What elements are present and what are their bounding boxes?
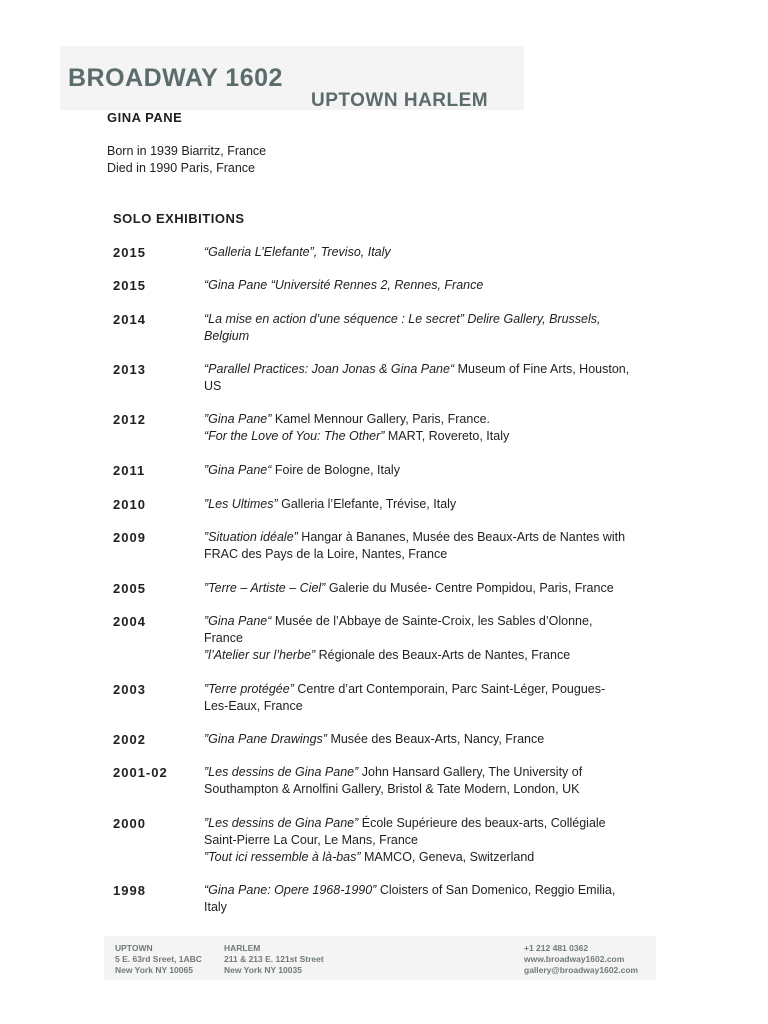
artist-born: Born in 1939 Biarritz, France <box>107 144 267 158</box>
exhibition-line <box>204 462 664 479</box>
exhibition-line <box>204 613 664 630</box>
exhibition-title: ”Terre – Artiste – Ciel” <box>204 581 326 595</box>
exhibition-venue: Kamel Mennour Gallery, Paris, France. <box>271 412 491 426</box>
exhibition-title: ”Tout ici ressemble à là-bas” <box>204 850 361 864</box>
exhibition-venue: Musée des Beaux-Arts, Nancy, France <box>326 732 545 746</box>
exhibition-line <box>204 647 664 664</box>
exhibition-title: ”Gina Pane“ <box>204 463 272 477</box>
exhibition-venue: Musée de l’Abbaye de Sainte-Croix, les Sables d’Olonne, <box>271 614 593 628</box>
exhibition-description <box>204 815 664 866</box>
exhibition-year: 2003 <box>113 682 146 697</box>
exhibition-title: “For the Love of You: The Other” <box>204 429 385 443</box>
exhibition-title: “La mise en action d’une séquence : Le secret” Delire Gallery, Brussels, <box>204 312 601 326</box>
exhibition-line <box>204 849 664 866</box>
exhibition-venue: Galerie du Musée- Centre Pompidou, Paris, France <box>325 581 614 595</box>
exhibition-line <box>204 681 664 698</box>
exhibition-description <box>204 244 664 261</box>
exhibition-title: ”Gina Pane“ <box>204 614 272 628</box>
exhibition-title: Belgium <box>204 329 250 343</box>
exhibition-venue: Galleria l’Elefante, Trévise, Italy <box>277 497 457 511</box>
exhibition-description <box>204 580 664 597</box>
exhibition-title: ”Les Ultimes” <box>204 497 278 511</box>
footer-email-link[interactable]: gallery@broadway1602.com <box>524 965 639 975</box>
exhibition-year: 2014 <box>113 312 146 327</box>
exhibition-venue: Régionale des Beaux-Arts de Nantes, France <box>315 648 571 662</box>
exhibition-description <box>204 764 664 798</box>
exhibition-year: 2015 <box>113 245 146 260</box>
exhibition-year: 2011 <box>113 463 146 478</box>
exhibition-description <box>204 311 664 345</box>
footer-harlem-line: New York NY 10035 <box>224 965 302 975</box>
footer-uptown-line: New York NY 10065 <box>115 965 193 975</box>
exhibition-line <box>204 529 664 546</box>
section-title: SOLO EXHIBITIONS <box>113 211 245 226</box>
exhibition-line <box>204 277 664 294</box>
exhibition-year: 2004 <box>113 614 146 629</box>
gallery-name: BROADWAY 1602 <box>68 64 283 92</box>
exhibition-line <box>204 580 664 597</box>
exhibition-venue: Centre d’art Contemporain, Parc Saint-Léger, Pougues- <box>293 682 606 696</box>
exhibition-year: 2010 <box>113 497 146 512</box>
exhibition-line <box>204 781 664 798</box>
exhibition-venue: École Supérieure des beaux-arts, Collégiale <box>358 816 606 830</box>
gallery-location: UPTOWN HARLEM <box>311 90 489 111</box>
exhibition-year: 2005 <box>113 581 146 596</box>
exhibition-description <box>204 411 664 445</box>
exhibition-line <box>204 244 664 261</box>
exhibition-line <box>204 546 664 563</box>
exhibition-description <box>204 277 664 294</box>
exhibition-venue: Cloisters of San Domenico, Reggio Emilia, <box>376 883 616 897</box>
exhibition-venue: Southampton & Arnolfini Gallery, Bristol & Tate Modern, London, UK <box>204 782 580 796</box>
exhibition-venue: Italy <box>204 900 227 914</box>
footer-harlem-line: HARLEM <box>224 943 261 953</box>
exhibition-year: 2001-02 <box>113 765 168 780</box>
exhibition-year: 1998 <box>113 883 146 898</box>
exhibition-title: ”Gina Pane Drawings” <box>204 732 327 746</box>
exhibition-line <box>204 832 664 849</box>
footer-harlem <box>224 943 324 976</box>
exhibition-year: 2013 <box>113 362 146 377</box>
exhibition-line <box>204 411 664 428</box>
exhibition-description <box>204 462 664 479</box>
exhibition-line <box>204 328 664 345</box>
exhibition-venue: MART, Rovereto, Italy <box>384 429 510 443</box>
exhibition-line <box>204 899 664 916</box>
exhibition-description <box>204 731 664 748</box>
exhibition-line <box>204 311 664 328</box>
exhibition-line <box>204 361 664 378</box>
exhibition-title: “Galleria L’Elefante”, Treviso, Italy <box>204 245 391 259</box>
exhibition-title: “Gina Pane “Université Rennes 2, Rennes, France <box>204 278 484 292</box>
exhibition-year: 2012 <box>113 412 146 427</box>
exhibition-venue: Hangar à Bananes, Musée des Beaux-Arts de Nantes with <box>297 530 626 544</box>
exhibition-title: ”Terre protégée” <box>204 682 294 696</box>
footer-uptown <box>115 943 202 976</box>
exhibition-title: “Parallel Practices: Joan Jonas & Gina Pane“ <box>204 362 455 376</box>
exhibition-venue: John Hansard Gallery, The University of <box>358 765 583 779</box>
exhibition-title: ”Les dessins de Gina Pane” <box>204 816 359 830</box>
exhibition-line <box>204 428 664 445</box>
exhibition-description <box>204 613 664 664</box>
footer-phone: +1 212 481 0362 <box>524 943 589 953</box>
footer-contact <box>524 943 638 976</box>
artist-name: GINA PANE <box>107 110 183 125</box>
exhibition-venue: France <box>204 631 243 645</box>
exhibition-venue: Museum of Fine Arts, Houston, <box>454 362 630 376</box>
footer-uptown-line: 5 E. 63rd Sreet, 1ABC <box>115 954 202 964</box>
exhibition-title: ”Gina Pane” <box>204 412 272 426</box>
exhibition-description <box>204 361 664 395</box>
exhibition-venue: FRAC des Pays de la Loire, Nantes, France <box>204 547 448 561</box>
exhibition-line <box>204 630 664 647</box>
footer-uptown-line: UPTOWN <box>115 943 153 953</box>
exhibition-line <box>204 378 664 395</box>
footer-harlem-line: 211 & 213 E. 121st Street <box>224 954 324 964</box>
exhibition-year: 2000 <box>113 816 146 831</box>
exhibition-venue: US <box>204 379 222 393</box>
exhibition-venue: Foire de Bologne, Italy <box>271 463 400 477</box>
exhibition-description <box>204 529 664 563</box>
exhibition-title: “Gina Pane: Opere 1968-1990” <box>204 883 377 897</box>
exhibition-description <box>204 882 664 916</box>
exhibition-year: 2009 <box>113 530 146 545</box>
exhibition-venue: MAMCO, Geneva, Switzerland <box>360 850 535 864</box>
exhibition-line <box>204 496 664 513</box>
exhibition-title: ”Situation idéale” <box>204 530 298 544</box>
exhibition-year: 2002 <box>113 732 146 747</box>
footer-website-link[interactable]: www.broadway1602.com <box>524 954 625 964</box>
exhibition-line <box>204 815 664 832</box>
exhibition-venue: Les-Eaux, France <box>204 699 303 713</box>
exhibition-line <box>204 764 664 781</box>
exhibition-description <box>204 496 664 513</box>
artist-died: Died in 1990 Paris, France <box>107 161 255 175</box>
exhibition-venue: Saint-Pierre La Cour, Le Mans, France <box>204 833 418 847</box>
artist-bio <box>107 143 266 177</box>
exhibition-year: 2015 <box>113 278 146 293</box>
exhibition-line <box>204 731 664 748</box>
exhibition-line <box>204 882 664 899</box>
exhibition-description <box>204 681 664 715</box>
exhibition-title: ”Les dessins de Gina Pane” <box>204 765 359 779</box>
exhibition-line <box>204 698 664 715</box>
exhibition-title: ”l’Atelier sur l’herbe” <box>204 648 316 662</box>
